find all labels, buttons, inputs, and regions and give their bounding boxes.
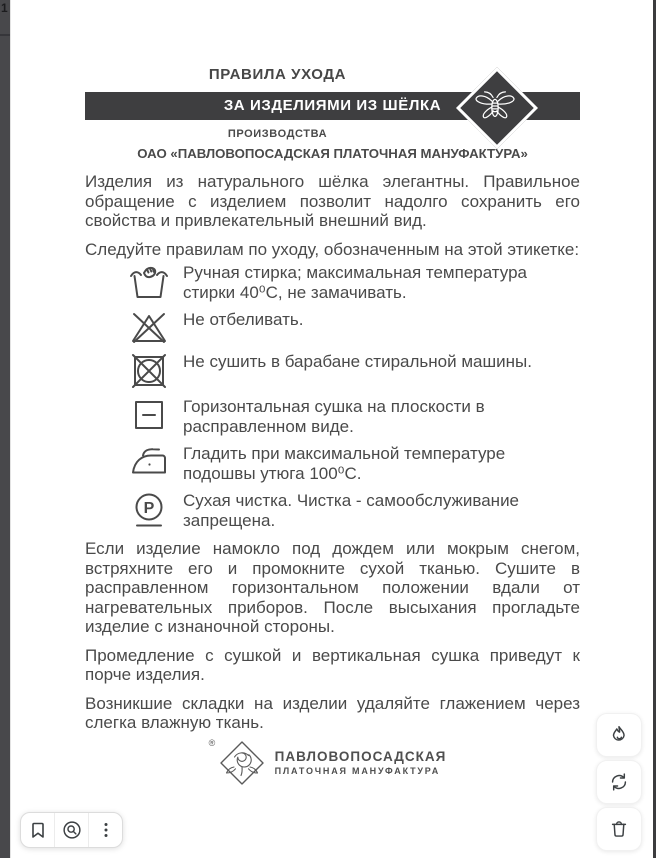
- kebab-menu-icon: [96, 820, 116, 840]
- page-number: 1: [1, 1, 8, 15]
- dry-clean-p-icon: [129, 491, 169, 529]
- care-item: [85, 444, 580, 483]
- follow-paragraph: Следуйте правилам по уходу, обозначенным на этой этикетке:: [85, 239, 580, 259]
- care-item-text: Ручная стирка; максимальная температура стирки 40⁰С, не замачивать.: [183, 263, 528, 302]
- bookmark-button[interactable]: [21, 813, 54, 847]
- flame-icon: [608, 724, 630, 746]
- refresh-button[interactable]: [596, 760, 642, 804]
- delete-button[interactable]: [596, 807, 642, 851]
- floating-toolbar: [20, 812, 123, 848]
- brand-name-line2: ПЛАТОЧНАЯ МАНУФАКТУРА: [274, 766, 441, 776]
- care-item-text: Не сушить в барабане стиральной машины.: [183, 352, 532, 371]
- do-not-tumble-dry-icon: [129, 352, 169, 389]
- brand-logo: [85, 737, 580, 786]
- brand-text: [275, 749, 447, 776]
- care-item-text: Горизонтальная сушка на плоскости в расправленном виде.: [183, 397, 485, 436]
- hand-wash-icon: [129, 263, 169, 300]
- care-item-text: Не отбеливать.: [183, 310, 304, 329]
- banner-label: ЗА ИЗДЕЛИЯМИ ИЗ ШЁЛКА: [223, 97, 442, 114]
- care-item-text: Гладить при максимальной температуре подошвы утюга 100⁰С.: [183, 444, 506, 483]
- registered-mark: ®: [208, 737, 216, 748]
- care-item: [85, 491, 580, 530]
- care-item: [85, 263, 580, 302]
- drying-warning-paragraph: Промедление с сушкой и вертикальная сушка приведут к порче изделия.: [85, 645, 580, 684]
- trash-icon: [608, 818, 630, 840]
- care-item: [85, 397, 580, 436]
- page-left-edge: [10, 0, 11, 858]
- intro-paragraph: Изделия из натурального шёлка элегантны. Правильное обращение с изделием позволит надолго сохранить его свойства и привлекательный внешний вид.: [85, 172, 580, 230]
- care-item-text: Сухая чистка. Чистка - самообслуживание запрещена.: [183, 491, 520, 530]
- rose-diamond-icon: [208, 737, 265, 786]
- production-label: ПРОИЗВОДСТВА: [227, 128, 328, 140]
- refresh-icon: [608, 771, 630, 793]
- care-label-page: [85, 0, 580, 786]
- wet-care-paragraph: Если изделие намокло под дождем или мокрым снегом, встряхните его и промокните сухой тканью. Сушите в расправленном горизонтальном положении вдали от нагревательных приборов. После высыхания прогладьте изделие с изнаночной стороны.: [85, 539, 580, 636]
- banner: [85, 92, 580, 120]
- more-options-button[interactable]: [88, 813, 122, 847]
- lens-search-icon: [61, 819, 83, 841]
- care-item: [85, 310, 580, 344]
- side-actions: [596, 713, 642, 851]
- manufacturer-name: ОАО «ПАВЛОВОПОСАДСКАЯ ПЛАТОЧНАЯ МАНУФАКТУРА»: [137, 146, 528, 161]
- care-item: [85, 352, 580, 389]
- thumbnail-divider: [0, 34, 10, 36]
- flat-dry-icon: [129, 397, 169, 432]
- page-title: ПРАВИЛА УХОДА: [208, 66, 347, 83]
- thumbnail-strip[interactable]: [0, 0, 10, 858]
- bookmark-icon: [28, 820, 48, 840]
- iron-max-100-icon: [129, 444, 169, 476]
- creases-paragraph: Возникшие складки на изделии удаляйте глажением через слегка влажную ткань.: [85, 693, 580, 732]
- brand-name-line1: ПАВЛОВОПОСАДСКАЯ: [274, 749, 447, 764]
- brand-diamond: [457, 68, 533, 144]
- silk-moth-icon: [474, 89, 516, 123]
- lens-search-button[interactable]: [54, 813, 88, 847]
- care-instructions-list: [85, 263, 580, 530]
- heat-button[interactable]: [596, 713, 642, 757]
- do-not-bleach-icon: [129, 310, 169, 344]
- dry-clean-letter: P: [143, 500, 155, 517]
